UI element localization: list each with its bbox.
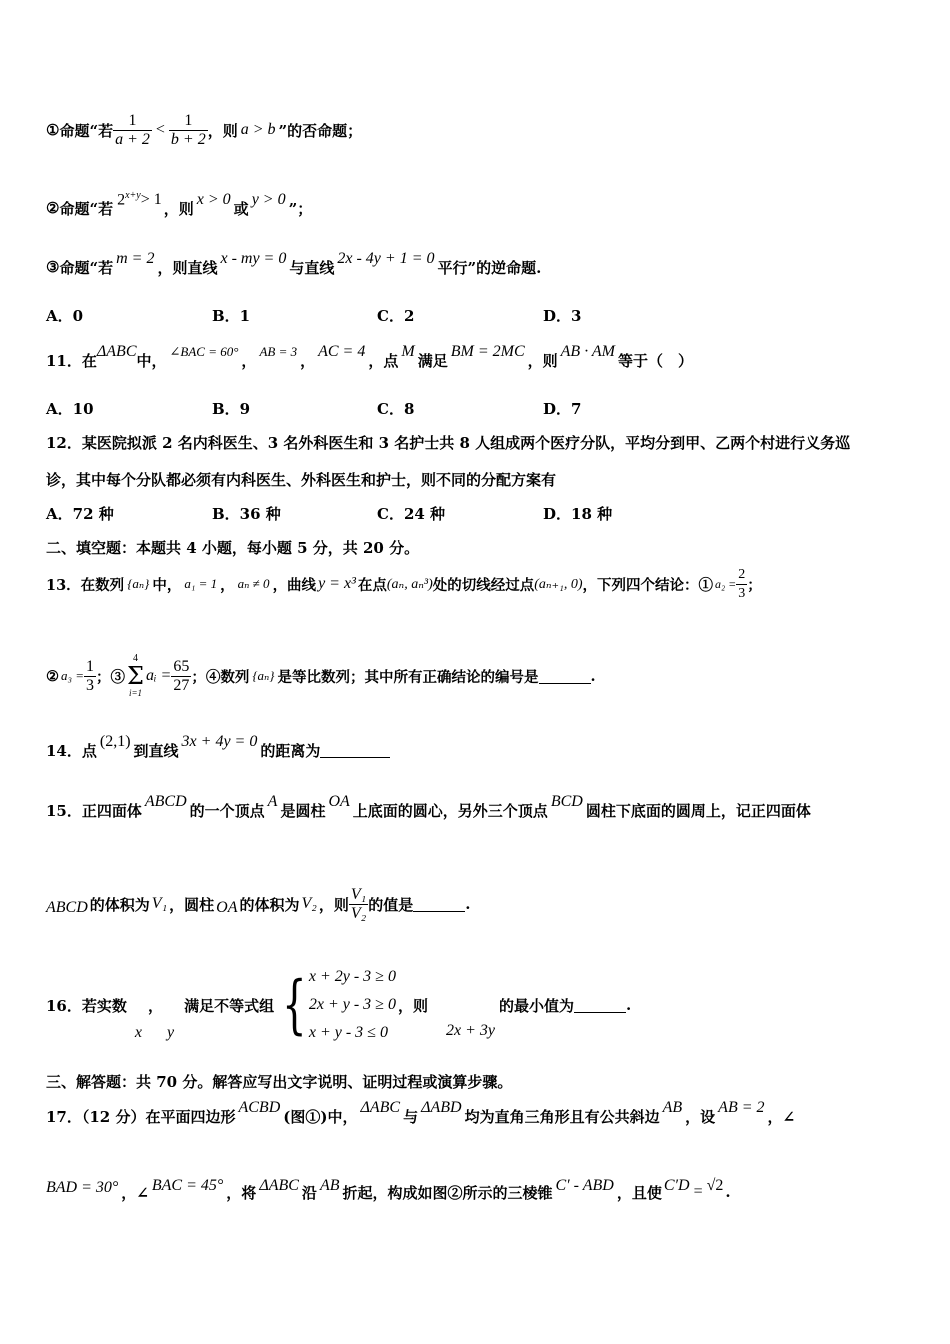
q11-option-b: B．9 [212,400,251,418]
numerator: 1 [184,111,193,129]
proposition-2 [46,188,312,228]
denominator: 3 [86,676,95,694]
objective: 2x + 3y [445,1022,495,1039]
text: ，将 [226,1183,257,1202]
text: (图①)中， [283,1107,358,1126]
answer-blank-16[interactable] [574,998,626,1013]
inequality-system [309,963,396,1047]
text: 中， [152,576,182,594]
section-3-heading: 三、解答题：共 70 分。解答应写出文字说明、证明过程或演算步骤。 [46,1073,513,1091]
text: 平行”的逆命题. [437,258,542,277]
q12-option-d: D．18 种 [543,505,613,523]
text: ， [147,996,163,1015]
q10-option-c: C．2 [377,307,415,325]
quadrilateral: ACBD [238,1099,281,1116]
q11-option-d: D．7 [543,400,582,418]
text: 14．点 [46,741,97,760]
triangle-abc-2: ΔABC [259,1177,299,1194]
inequality-3: x + y - 3 ≤ 0 [308,1024,388,1041]
base: 2 [117,191,126,209]
condition: a > b [240,121,276,138]
tetrahedron: ABCD [144,793,187,810]
text: . [725,1183,731,1201]
sequence-2: {aₙ} [252,668,275,683]
text: ，则 [163,199,194,218]
denominator: b + 2 [170,130,206,148]
text: 与直线 [289,258,335,277]
text: ， [241,351,257,370]
numerator: 65 [173,657,190,675]
text: 满足 [417,351,448,370]
text: 的体积为 [239,895,300,914]
question-15-line-2 [46,876,470,932]
cylinder-2: OA [216,899,238,916]
var-y: y [167,1024,175,1041]
text: 是圆柱 [280,801,326,820]
text: 与 [403,1107,419,1126]
text: 均为直角三角形且有公共斜边 [464,1107,660,1126]
sequence: {aₙ} [127,576,150,591]
text: 圆柱下底面的圆周上，记正四面体 [585,801,811,820]
a2-label: a₂ = [715,576,737,591]
q12-option-b: B．36 种 [212,505,281,523]
sum-fraction [171,658,191,695]
inequality-1: x + 2y - 3 ≥ 0 [308,968,396,985]
numerator: 2 [738,566,746,582]
a3-fraction [84,658,96,695]
point-m: M [401,343,415,360]
question-15-line-1 [46,790,811,830]
cylinder: OA [328,793,350,810]
text: 17．（12 分）在平面四边形 [46,1107,236,1126]
proposition-3 [46,247,541,287]
volume-1: V₁ [151,895,168,912]
vertex-a: A [267,793,278,810]
question-16 [46,960,631,1050]
denominator: 27 [173,676,190,694]
vector-relation: BM = 2MC [450,343,525,360]
text: ，点 [368,351,399,370]
line-equation: 3x + 4y = 0 [181,733,258,750]
an-nonzero: aₙ ≠ 0 [237,576,270,591]
text: 16．若实数 [46,996,127,1015]
q12-option-c: C．24 种 [377,505,446,523]
denominator: a + 2 [115,130,150,148]
triangle-abc: ΔABC [360,1099,401,1116]
text: 的值是 [368,895,414,914]
text: 或 [233,199,249,218]
angle: ∠BAC = 60° [169,344,239,359]
triangle-abd: ΔABD [421,1099,462,1116]
circled-number: ③ [46,258,60,276]
ab-length: AB = 3 [259,344,298,359]
point: (2,1) [99,733,131,750]
text: ，则直线 [157,258,218,277]
question-13-line-1 [46,560,762,608]
text: ，设 [685,1107,716,1126]
text: 满足不等式组 [184,996,275,1015]
text: . [625,996,632,1014]
answer-blank-15[interactable] [413,897,465,912]
text: ，∠ [121,1183,149,1202]
equals: = [693,1183,703,1200]
dot-product: AB · AM [560,343,615,360]
text: ，则 [527,351,558,370]
text: ，下列四个结论：① [582,576,713,594]
text: 等于（ ） [618,351,694,370]
angle-bad: BAD = 30° [46,1179,119,1196]
circled-number: ② [46,199,60,217]
text: 上底面的圆心，另外三个顶点 [352,801,548,820]
denominator: 3 [738,585,746,601]
section-2-heading: 二、填空题：本题共 4 小题，每小题 5 分，共 20 分。 [46,539,420,557]
question-13-line-2 [46,648,596,704]
question-12-line-2: 诊，其中每个分队都必须有内科医生、外科医生和护士，则不同的分配方案有 [46,471,557,489]
question-14 [46,730,390,770]
line-2: 2x - 4y + 1 = 0 [337,250,435,267]
condition-x: x > 0 [196,191,231,208]
sqrt-2: √2 [706,1177,724,1194]
text: ② [46,667,59,685]
sum-term: aᵢ = [146,667,172,684]
text: ， [300,351,316,370]
inequality: > 1 [140,191,162,208]
a1-value: a₁ = 1 [184,576,218,591]
text: 的距离为 [260,741,321,760]
numerator: 1 [128,111,137,129]
q11-option-a: A．10 [46,400,94,418]
q10-option-d: D．3 [543,307,582,325]
text: 13．在数列 [46,576,125,594]
inequality-2: 2x + y - 3 ≥ 0 [308,996,396,1013]
volume-ratio [349,886,368,923]
text: ；③ [96,668,126,686]
text: ，且使 [616,1183,662,1202]
point: (aₙ, aₙ³) [386,576,433,592]
point-2: (aₙ₊₁, 0) [534,576,583,592]
a2-fraction [736,566,747,603]
answer-blank-13[interactable] [539,669,591,684]
triangle: ΔABC [96,343,137,360]
edge-cd: C′D [663,1177,690,1194]
condition-m: m = 2 [116,250,155,267]
text: ； [747,576,762,594]
text: ， [220,576,235,594]
ab-length: AB = 2 [718,1099,765,1116]
vertices-bcd: BCD [550,793,583,810]
upper-limit: 4 [133,653,139,664]
system-brace: { [282,968,307,1042]
proposition-1 [46,100,362,160]
text: ”； [288,199,313,218]
q10-option-b: B．1 [212,307,251,325]
text: ，则 [318,895,349,914]
angle-bac: BAC = 45° [151,1177,224,1194]
question-12-line-1: 12．某医院拟派 2 名内科医生、3 名外科医生和 3 名护士共 8 人组成两个医疗分队，平均分到甲、乙两个村进行义务巡 [46,434,851,452]
text: 命题“若 [59,199,114,218]
a3-label: a₃ = [61,668,85,683]
text: ，则 [397,996,428,1015]
text: 是等比数列；其中所有正确结论的编号是 [277,668,539,686]
text: ”的否命题； [278,121,363,140]
text: 到直线 [133,741,179,760]
text: 中， [136,351,167,370]
question-11 [46,340,693,380]
sigma: Σ [127,662,145,690]
volume-2: V₂ [301,895,317,912]
numerator: V₁ [350,885,367,903]
text: . [590,667,596,685]
text: 的体积为 [89,895,150,914]
power [117,190,141,209]
pyramid: C′ - ABD [555,1177,614,1194]
text: ，∠ [767,1107,796,1126]
q12-option-a: A．72 种 [46,505,114,523]
text: 处的切线经过点 [432,576,535,594]
ac-length: AC = 4 [318,343,366,360]
text: 的最小值为 [498,996,574,1015]
text: ，圆柱 [169,895,215,914]
text: 命题“若 [59,121,114,140]
question-17-line-1 [46,1096,795,1136]
text: 在点 [357,576,387,594]
condition-y: y > 0 [251,191,286,208]
answer-blank-14[interactable] [320,743,390,758]
text: ，曲线 [272,576,317,594]
denominator: V₂ [350,904,367,922]
text: 沿 [301,1183,317,1202]
text: ，则 [207,121,238,140]
fraction-1 [113,112,152,149]
fold-edge: AB [319,1177,340,1194]
text: . [465,895,471,913]
q11-option-c: C．8 [377,400,415,418]
text: 的一个顶点 [189,801,265,820]
q10-option-a: A．0 [46,307,84,325]
exponent: x+y [125,190,141,202]
summation [127,654,144,698]
text: 15．正四面体 [46,801,142,820]
line-1: x - my = 0 [220,250,287,267]
text: 折起，构成如图②所示的三棱锥 [342,1183,553,1202]
var-x: x [134,1024,142,1041]
text: ；④数列 [191,668,250,686]
text: 11．在 [46,351,97,370]
hypotenuse: AB [662,1099,683,1116]
numerator: 1 [86,657,95,675]
tetrahedron-2: ABCD [46,899,88,916]
curve: y = x³ [318,575,356,592]
circled-number: ① [46,121,60,139]
less-than: < [155,121,165,138]
lower-limit: i=1 [128,688,143,698]
question-17-line-2 [46,1172,731,1212]
text: 命题“若 [59,258,114,277]
fraction-2 [169,112,208,149]
